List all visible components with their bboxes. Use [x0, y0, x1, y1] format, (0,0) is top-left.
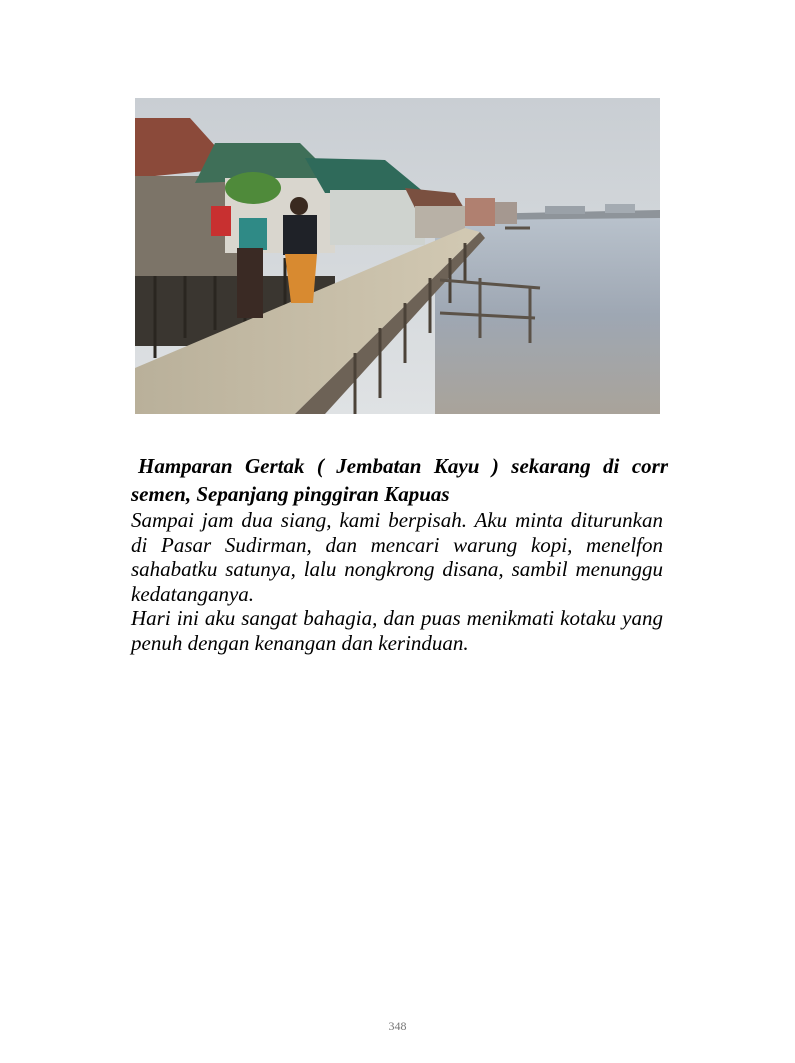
photo-caption	[131, 452, 668, 508]
body-text	[131, 508, 663, 655]
river-boardwalk-photo	[135, 98, 660, 414]
caption-line-1: Hamparan Gertak ( Jembatan Kayu ) sekarang di corr	[138, 454, 668, 478]
page-number: 348	[388, 1019, 407, 1033]
paragraph-1: Sampai jam dua siang, kami berpisah. Aku minta diturunkan di Pasar Sudirman, dan mencari warung kopi, menelfon sahabatku satunya, lalu nongkrong disana, sambil menunggu kedatanganya.	[131, 508, 663, 606]
paragraph-2: Hari ini aku sangat bahagia, dan puas menikmati kotaku yang penuh dengan kenangan dan kerinduan.	[131, 606, 663, 655]
caption-line-2: semen, Sepanjang pinggiran Kapuas	[131, 482, 450, 506]
